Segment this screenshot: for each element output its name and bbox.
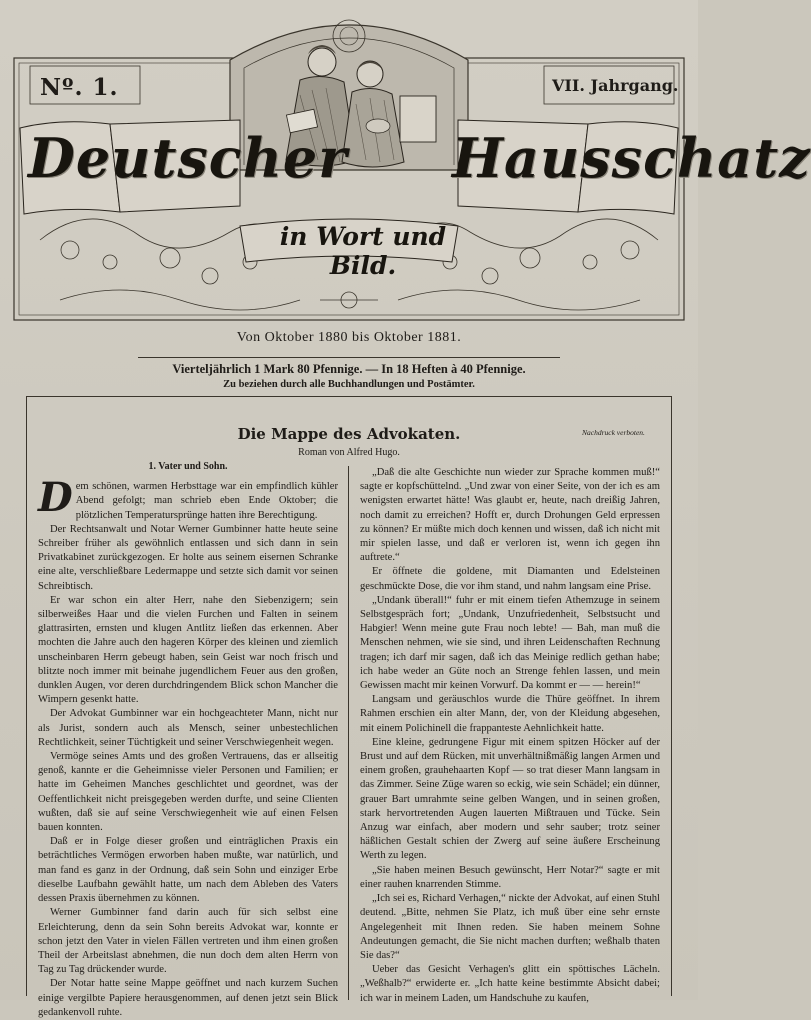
paragraph: Der Rechtsanwalt und Notar Werner Gumbinner hatte heute seine Schreiber früher als gewöhnlich entlassen und sich dann in sein Privatkabinet zurückgezogen. Er holte aus seinem eisernen Schranke eine alte, verschließbare Ledermappe und setzte sich damit vor seinen Schreibtisch. xyxy=(38,523,338,592)
paragraph: Er war schon ein alter Herr, nahe den Siebenzigern; sein silberweißes Haar und die vielen Furchen und Falten in seinem glattrasirten, ernsten und klugen Antlitz ließen das erkennen. Aber mochten die Jahre auch den hageren Körper des kleinen und ziemlich unscheinbaren Herrn gebeugt haben, sein Geist war noch frisch und blitzte noch immer mit beinahe jugendlichem Feuer aus den großen, dunklen Augen, vor deren durchdringendem Blick schon Mancher die Wimpern gesenkt hatte. xyxy=(38,594,338,706)
masthead xyxy=(0,0,811,330)
paragraph: Daß er in Folge dieser großen und einträglichen Praxis ein beträchtliches Vermögen erworben haben mußte, war natürlich, und man fand es ganz in der Ordnung, daß sein Sohn und einziger Erbe dieselbe Laufbahn gewählt hatte, um nach dem Ableben des Vaters dessen Praxis übernehmen zu können. xyxy=(38,836,338,905)
reprint-notice: Nachdruck verboten. xyxy=(582,428,645,437)
masthead-subtitle: in Wort und Bild. xyxy=(279,222,447,280)
article-column-right xyxy=(360,466,660,1006)
divider-rule xyxy=(138,357,560,358)
paragraph: Eine kleine, gedrungene Figur mit einem spitzen Höcker auf der Brust und auf dem Rücken, mit unverhältnißmäßig langen Armen und einem großen, grauhehaarten Kopf — so trat dieser Mann langsam in das Zimmer. Seine Züge waren so eckig, wie sein Schädel; ein dünner, grauer Bart umrahmte seine gelben Wangen, und in seinen großen, stark hervortretenden Augen lauerten Mißtrauen und Tücke. Sein Anzug war einfach, aber modern und sehr sauber; trotz seiner häßlichen Gestalt schien der Zwerg auf seine äußere Erscheinung Werth zu legen. xyxy=(360,736,660,862)
paragraph: Der Advokat Gumbinner war ein hochgeachteter Mann, nicht nur als Jurist, sondern auch als Mensch, seiner unbestechlichen Rechtlichkeit, seiner Tüchtigkeit und seiner Verschwiegenheit wegen. xyxy=(38,708,338,748)
paragraph: „Daß die alte Geschichte nun wieder zur Sprache kommen muß!“ sagte er kopfschüttelnd. „Und zwar von einer Seite, von der ich es am wenigsten erwartet hätte! Was glaubt er, heute, nach dreißig Jahren, noch damit zu erreichen? Hofft er, durch Drohungen Geld erpressen zu können? Er müßte mich doch kennen und wissen, daß ich nicht mit mir spielen lasse, und daß er verloren ist, wenn ich gegen ihn auftrete.“ xyxy=(360,467,660,564)
volume-label: VII. Jahrgang. xyxy=(552,76,679,95)
title-first-word: Deutscher xyxy=(28,126,348,190)
article-byline: Roman von Alfred Hugo. xyxy=(298,447,400,458)
column-divider xyxy=(348,466,349,1000)
subscription-price: Vierteljährlich 1 Mark 80 Pfennige. — In 18 Heften à 40 Pfennige. xyxy=(172,362,526,376)
article-title: Die Mappe des Advokaten. xyxy=(237,425,461,443)
issue-number: Nº. 1. xyxy=(40,74,119,101)
paragraph: „Ich sei es, Richard Verhagen,“ nickte der Advokat, auf einen Stuhl deutend. „Bitte, nehmen Sie Platz, ich muß über eine sehr ernste Angelegenheit mit Ihnen reden. Sie haben meinem Sohne Andeutungen gemacht, die Sie nicht machen durften; weßhalb thaten Sie das?“ xyxy=(360,893,660,961)
article-column-left xyxy=(38,460,338,1020)
publication-period: Von Oktober 1880 bis Oktober 1881. xyxy=(236,330,462,345)
distribution-note: Zu beziehen durch alle Buchhandlungen und Postämter. xyxy=(223,379,475,390)
paragraph: „Undank überall!“ fuhr er mit einem tiefen Athemzuge in seinem Selbstgespräch fort; „Undank, Unzufriedenheit, Selbstsucht und Habgier! Wenn meine gute Frau noch lebte! — Bah, man muß die Menschen nehmen, wie sie sind, und ihren Leidenschaften Rechnung tragen; ich darf mir sagen, daß ich das Meinige redlich gethan habe; ich habe weder an Güte noch an Strenge fehlen lassen, und mein Gewissen macht mir keinen Vorwurf. Da kommt er — — herein!“ xyxy=(360,594,660,692)
paragraph: Werner Gumbinner fand darin auch für sich selbst eine Erleichterung, denn da sein Sohn bereits Advokat war, konnte er schon jetzt den Vater in vielen Fällen vertreten und ihm einen großen Theil der Arbeitslast abnehmen, die nun doch dem alten Herrn von Tag zu Tag drückender wurde. xyxy=(38,907,338,976)
paragraph: Langsam und geräuschlos wurde die Thüre geöffnet. In ihrem Rahmen erschien ein alter Mann, der, von der Kleidung abgesehen, mit einem Polichinell die frappanteste Aehnlichkeit hatte. xyxy=(360,694,660,734)
paragraph: Ueber das Gesicht Verhagen's glitt ein spöttisches Lächeln. „Weßhalb?“ erwiderte er. „Ich hatte keine bestimmte Absicht dabei; ich war in meinem Laden, um Handschuhe zu kaufen, xyxy=(360,964,660,1004)
title-second-word: Hausschatz xyxy=(452,126,811,190)
chapter-heading: 1. Vater und Sohn. xyxy=(148,461,228,472)
paragraph: Vermöge seines Amts und des großen Vertrauens, das er allseitig genoß, kannte er die Geheimnisse vieler Personen und Familien; er hatte im Geheimen Manches geschlichtet und geordnet, was der Oeffentlichkeit nicht preisgegeben werden durfte, und seine Clienten wußten, daß sie auf seine Verschwiegenheit wie auf einen Felsen bauen konnten. xyxy=(38,751,338,834)
paragraph: Dem schönen, warmen Herbsttage war ein empfindlich kühler Abend gefolgt; man schrieb eben Ende Oktober; die plötzlichen Temperatursprünge hatten ihre Berechtigung. xyxy=(38,474,338,522)
paragraph: Der Notar hatte seine Mappe geöffnet und nach kurzem Suchen einige vergilbte Papiere herausgenommen, auf denen jetzt sein Blick gedankenvoll ruhte. xyxy=(38,978,338,1018)
paragraph: „Sie haben meinen Besuch gewünscht, Herr Notar?“ sagte er mit einer rauhen knarrenden Stimme. xyxy=(360,864,660,890)
paragraph: Er öffnete die goldene, mit Diamanten und Edelsteinen geschmückte Dose, die vor ihm stand, und nahm langsam eine Prise. xyxy=(360,566,660,592)
